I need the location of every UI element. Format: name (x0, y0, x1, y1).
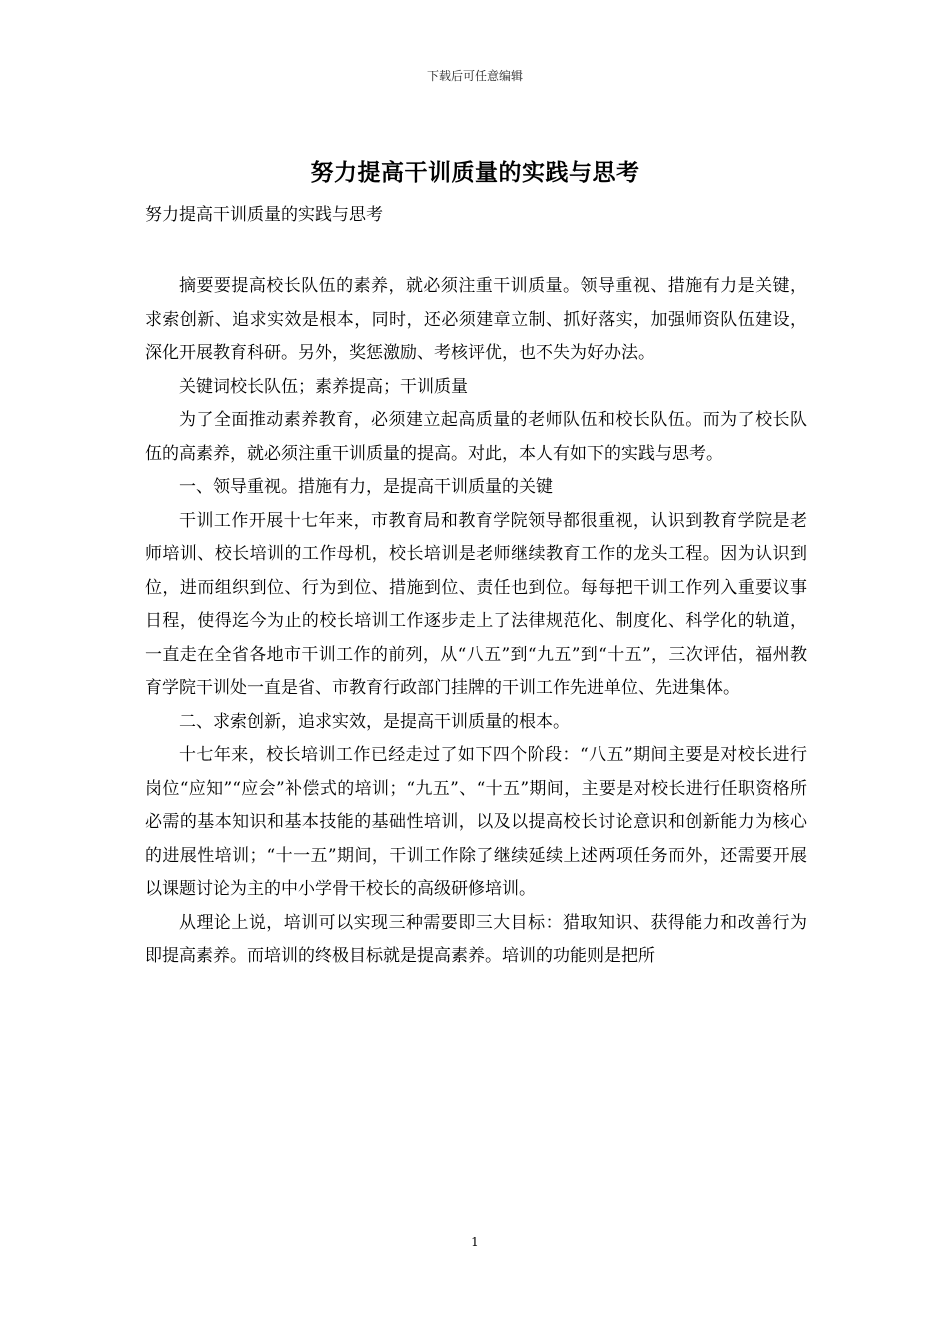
section-heading-1: 一、领导重视。措施有力，是提高干训质量的关键 (179, 477, 553, 497)
paragraph-theory: 从理论上说，培训可以实现三种需要即三大目标：猎取知识、获得能力和改善行为即提高素养。而培训的终极目标就是提高素养。培训的功能则是把所 (145, 912, 807, 966)
paragraph-intro: 为了全面推动素养教育，必须建立起高质量的老师队伍和校长队伍。而为了校长队伍的高素养，就必须注重干训质量的提高。对此，本人有如下的实践与思考。 (145, 410, 807, 464)
header-note: 下载后可任意编辑 (426, 69, 523, 83)
paragraph-section-1: 干训工作开展十七年来，市教育局和教育学院领导都很重视，认识到教育学院是老师培训、校长培训的工作母机，校长培训是老师继续教育工作的龙头工程。因为认识到位，进而组织到位、行为到位、措施到位、责任也到位。每每把干训工作列入重要议事日程，使得迄今为止的校长培训工作逐步走上了法律规范化、制度化、科学化的轨道，一直走在全省各地市干训工作的前列，从“八五”到“九五”到“十五”，三次评估，福州教育学院干训处一直是省、市教育行政部门挂牌的干训工作先进单位、先进集体。 (145, 510, 807, 698)
paragraph-keywords: 关键词校长队伍；素养提高；干训质量 (179, 376, 468, 397)
section-heading-2: 二、求索创新，追求实效，是提高干训质量的根本。 (179, 711, 570, 732)
document-subtitle: 努力提高干训质量的实践与思考 (145, 205, 383, 225)
page-number: 1 (471, 1235, 479, 1249)
paragraph-abstract: 摘要要提高校长队伍的素养，就必须注重干训质量。领导重视、措施有力是关键，求索创新、追求实效是根本，同时，还必须建章立制、抓好落实，加强师资队伍建设，深化开展教育科研。另外，奖惩激励、考核评优，也不失为好办法。 (145, 276, 807, 363)
paragraph-section-2: 十七年来，校长培训工作已经走过了如下四个阶段：“八五”期间主要是对校长进行岗位“应知”“应会”补偿式的培训；“九五”、“十五”期间，主要是对校长进行任职资格所必需的基本知识和基本技能的基础性培训，以及以提高校长讨论意识和创新能力为核心的进展性培训；“十一五”期间，干训工作除了继续延续上述两项任务而外，还需要开展以课题讨论为主的中小学骨干校长的高级研修培训。 (145, 745, 807, 899)
document-title: 努力提高干训质量的实践与思考 (310, 159, 640, 186)
document-body (145, 270, 807, 974)
